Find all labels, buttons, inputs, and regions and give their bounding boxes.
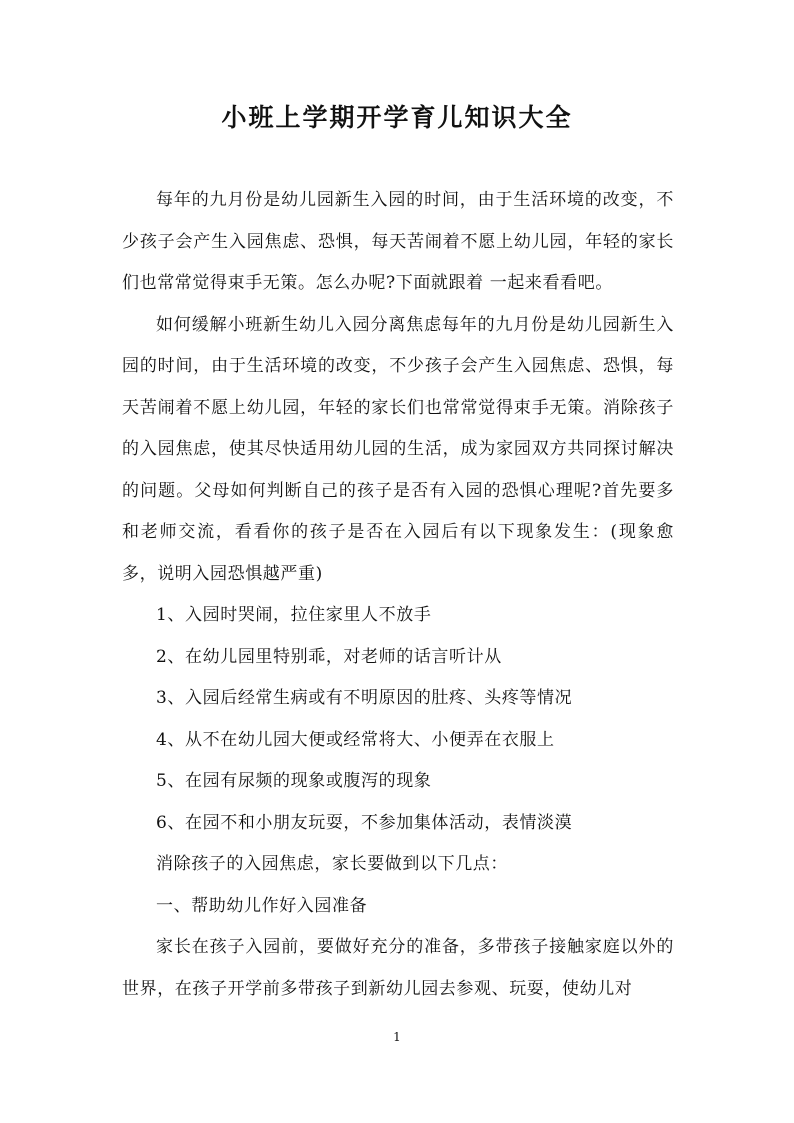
document-title: 小班上学期开学育儿知识大全	[221, 103, 573, 132]
paragraph-preparation: 家长在孩子入园前，要做好充分的准备，多带孩子接触家庭以外的世界，在孩子开学前多带孩子到新幼儿园去参观、玩耍，使幼儿对	[122, 937, 674, 999]
list-item: 1、入园时哭闹，拉住家里人不放手	[156, 605, 432, 625]
section-heading: 一、帮助幼儿作好入园准备	[156, 895, 368, 916]
document-body	[122, 180, 674, 1010]
paragraph-intro: 每年的九月份是幼儿园新生入园的时间，由于生活环境的改变，不少孩子会产生入园焦虑、恐惧，每天苦闹着不愿上幼儿园，年轻的家长们也常常觉得束手无策。怎么办呢?下面就跟着 一起来看看吧。	[122, 190, 674, 293]
list-item: 2、在幼儿园里特别乖，对老师的话言听计从	[156, 646, 502, 667]
list-item: 4、从不在幼儿园大便或经常将大、小便弄在衣服上	[156, 729, 555, 750]
list-item: 6、在园不和小朋友玩耍，不参加集体活动，表情淡漠	[156, 812, 573, 833]
page-number: 1	[393, 1030, 401, 1044]
paragraph-anxiety: 如何缓解小班新生幼儿入园分离焦虑每年的九月份是幼儿园新生入园的时间，由于生活环境的改变，不少孩子会产生入园焦虑、恐惧，每天苦闹着不愿上幼儿园，年轻的家长们也常常觉得束手无策。消除孩子的入园焦虑，使其尽快适用幼儿园的生活，成为家园双方共同探讨解决的问题。父母如何判断自己的孩子是否有入园的恐惧心理呢?首先要多和老师交流，看看你的孩子是否在入园后有以下现象发生：(现象愈多，说明入园恐惧越严重)	[122, 314, 674, 584]
list-item: 3、入园后经常生病或有不明原因的肚疼、头疼等情况	[156, 688, 573, 708]
paragraph-lead-in: 消除孩子的入园焦虑，家长要做到以下几点：	[156, 854, 508, 874]
list-item: 5、在园有尿频的现象或腹泻的现象	[156, 771, 432, 791]
